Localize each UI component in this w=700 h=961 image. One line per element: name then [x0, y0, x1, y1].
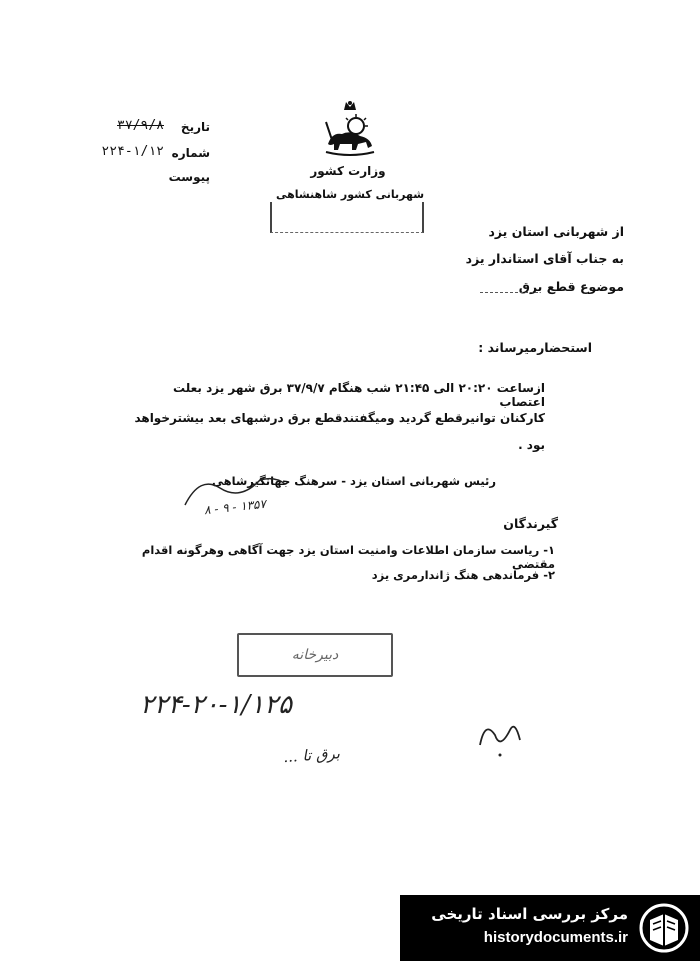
date-label: تاریخ [180, 120, 210, 134]
number-row [60, 140, 210, 162]
number-value: ۲۲۴-۱/۱۲ [101, 144, 164, 159]
subject-underline [480, 292, 538, 293]
lion-and-sun-emblem-icon [320, 100, 380, 158]
reference-block [60, 118, 210, 184]
footer-center-name: مرکز بررسی اسناد تاریخی [431, 905, 628, 923]
number-label: شماره [171, 146, 210, 160]
ministry-name: وزارت کشور [310, 164, 386, 178]
signature-title: رئیس شهربانی استان یزد - سرهنگ جهانگیرشاهی [212, 474, 496, 488]
attachment-row [60, 162, 210, 184]
memo-from: از شهربانی استان یزد [488, 224, 624, 239]
memo-subject: موضوع قطع برق [518, 279, 624, 294]
date-row [60, 118, 210, 140]
recipient-2: ۲- فرماندهی هنگ ژاندارمری یزد [371, 568, 555, 582]
memo-to: به جناب آقای استاندار یزد [465, 251, 624, 266]
salutation: استحضارمیرساند : [478, 340, 592, 355]
attachment-label: پیوست [168, 170, 210, 184]
footer-website: historydocuments.ir [483, 929, 628, 946]
signature-date: ۸ - ۹ - ۱۳۵۷ [203, 496, 267, 518]
body-line-1: ازساعت ۲۰:۲۰ الی ۲۱:۴۵ شب هنگام ۳۷/۹/۷ برق شهر یزد بعلت اعتصاب [173, 381, 545, 409]
body-line-3: بود . [518, 438, 545, 452]
history-documents-logo-icon [638, 902, 690, 954]
handwritten-initials-icon [470, 715, 530, 760]
department-name: شهربانی کشور شاهنشاهی [275, 188, 425, 201]
body-line-2: کارکنان توانیرقطع گردید ومیگفتندقطع برق درشبهای بعد بیشترخواهد [134, 411, 545, 425]
handwritten-number: ۲۲۴-۲۰-۱/۱۲۵ [140, 690, 293, 720]
recipients-heading: گیرندگان [503, 516, 558, 531]
footer-banner [400, 895, 700, 961]
registry-stamp-text: دبیرخانه [291, 647, 339, 663]
recipient-1: ۱- ریاست سازمان اطلاعات وامنیت استان یزد جهت آگاهی وهرگونه اقدام مقتضی [141, 543, 555, 571]
registry-stamp [237, 633, 393, 677]
handwritten-note: برق تا ... [282, 744, 341, 767]
date-value: ۳۷/۹/۸ [117, 118, 164, 133]
